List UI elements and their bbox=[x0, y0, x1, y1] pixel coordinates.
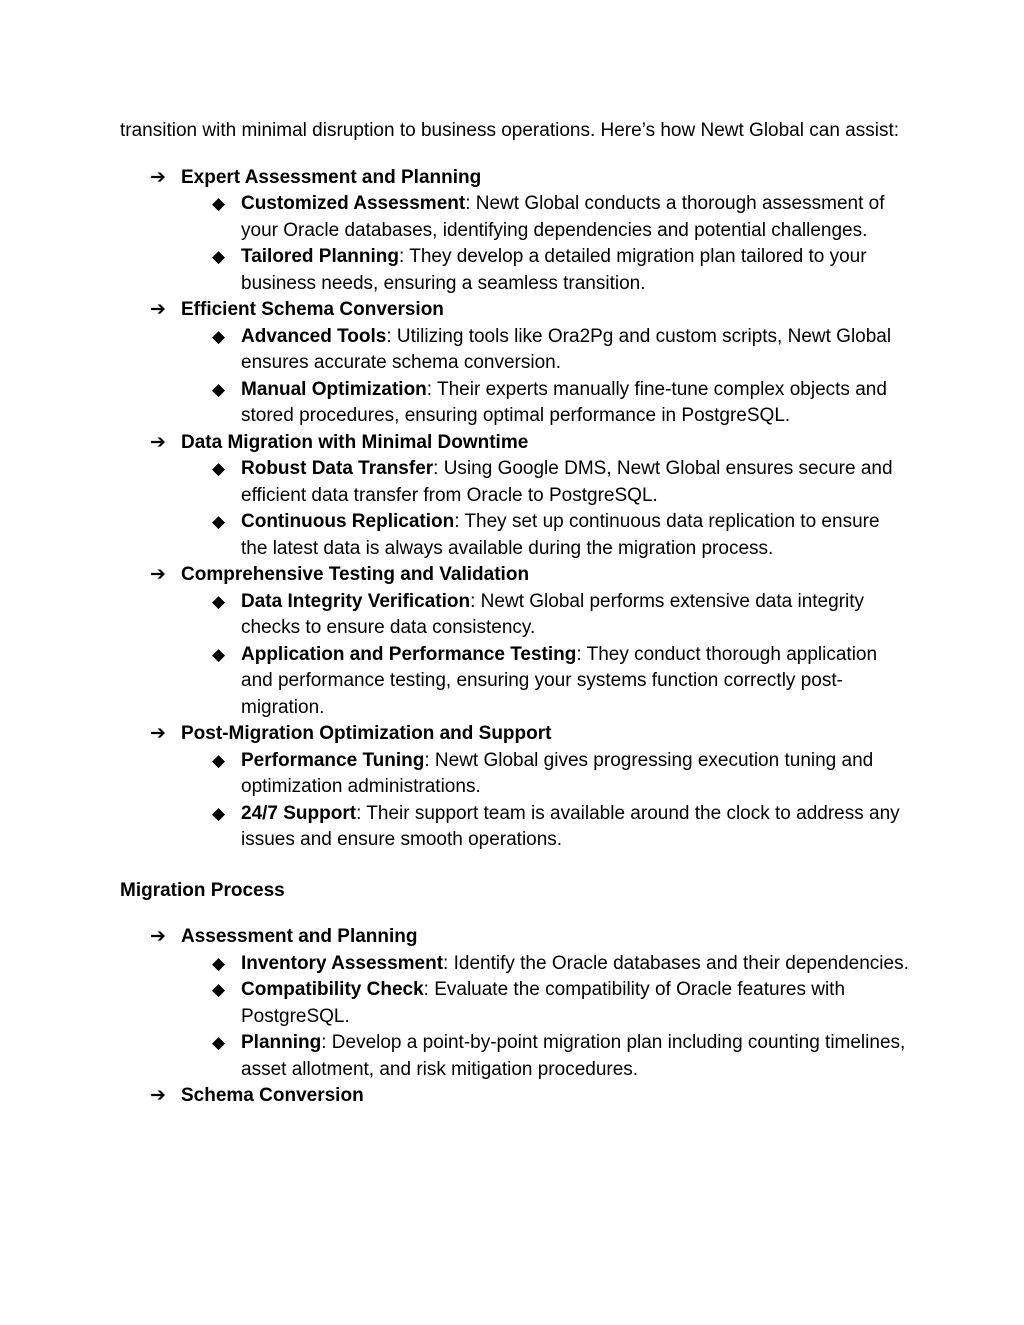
sub-item-label: Performance Tuning bbox=[241, 749, 425, 771]
sub-list-item bbox=[120, 642, 910, 722]
sub-item-label: Advanced Tools bbox=[241, 325, 387, 347]
arrow-bullet-icon: ➔ bbox=[150, 166, 166, 188]
sub-item-label: Continuous Replication bbox=[241, 511, 455, 532]
list-item-title: Comprehensive Testing and Validation bbox=[181, 564, 530, 585]
diamond-bullet-icon: ◆ bbox=[212, 803, 226, 823]
process-list bbox=[120, 924, 910, 1110]
sub-item-text: : Using Google DMS, Newt Global ensures secure and efficient data transfer from Oracle to PostgreSQL. bbox=[241, 458, 893, 506]
list-item bbox=[120, 562, 910, 589]
sub-list-item bbox=[120, 244, 910, 297]
sub-list-item bbox=[120, 801, 910, 854]
diamond-bullet-icon: ◆ bbox=[212, 1033, 226, 1052]
list-item-title: Post-Migration Optimization and Support bbox=[181, 723, 552, 744]
arrow-bullet-icon: ➔ bbox=[150, 564, 166, 585]
sub-list-item bbox=[120, 377, 910, 430]
sub-item-text: : Newt Global performs extensive data integrity checks to ensure data consistency. bbox=[241, 590, 865, 638]
sub-item-text: : Develop a point-by-point migration plan including counting timelines, asset allotment, and risk mitigation procedures. bbox=[241, 1032, 906, 1080]
sub-list-item bbox=[120, 191, 910, 244]
sub-list-item bbox=[120, 324, 910, 377]
sub-item-text: : They conduct thorough application and performance testing, ensuring your systems function correctly post-migration. bbox=[241, 643, 878, 718]
sub-item-label: Inventory Assessment bbox=[241, 952, 444, 974]
diamond-bullet-icon: ◆ bbox=[212, 512, 226, 531]
list-item bbox=[120, 1083, 910, 1110]
spacer bbox=[120, 145, 910, 165]
sub-list-item bbox=[120, 951, 910, 978]
diamond-bullet-icon: ◆ bbox=[212, 591, 226, 611]
sub-item-label: Compatibility Check bbox=[241, 979, 424, 1000]
sub-list-item bbox=[120, 1030, 910, 1083]
diamond-bullet-icon: ◆ bbox=[212, 326, 226, 346]
sub-item-label: Planning bbox=[241, 1032, 322, 1053]
sub-list-item bbox=[120, 456, 910, 509]
sub-list-item bbox=[120, 589, 910, 642]
sub-item-text: : Newt Global conducts a thorough assessment of your Oracle databases, identifying dependencies and potential challenges. bbox=[241, 193, 885, 241]
list-item-title: Assessment and Planning bbox=[181, 926, 418, 947]
sub-list-item bbox=[120, 977, 910, 1030]
spacer bbox=[120, 904, 910, 924]
sub-item-text: : Evaluate the compatibility of Oracle features with PostgreSQL. bbox=[241, 979, 846, 1027]
spacer bbox=[120, 854, 910, 878]
intro-paragraph: transition with minimal disruption to business operations. Here’s how Newt Global can assist: bbox=[120, 120, 900, 141]
diamond-bullet-icon: ◆ bbox=[212, 459, 226, 478]
list-item bbox=[120, 430, 910, 457]
sub-item-text: : Their support team is available around the clock to address any issues and ensure smooth operations. bbox=[241, 802, 900, 850]
section-heading-migration-process: Migration Process bbox=[120, 879, 285, 901]
sub-item-text: : Identify the Oracle databases and their dependencies. bbox=[443, 952, 909, 974]
diamond-bullet-icon: ◆ bbox=[212, 644, 226, 664]
arrow-bullet-icon: ➔ bbox=[150, 431, 166, 453]
list-item-title: Schema Conversion bbox=[181, 1085, 364, 1106]
sub-list-item bbox=[120, 509, 910, 562]
sub-item-label: Robust Data Transfer bbox=[241, 458, 434, 479]
diamond-bullet-icon: ◆ bbox=[212, 379, 226, 399]
sub-list-item bbox=[120, 748, 910, 801]
list-item-title: Efficient Schema Conversion bbox=[181, 299, 444, 320]
sub-item-label: Application and Performance Testing bbox=[241, 643, 577, 665]
sub-item-label: Manual Optimization bbox=[241, 378, 427, 400]
arrow-bullet-icon: ➔ bbox=[150, 1085, 166, 1106]
sub-item-label: Tailored Planning bbox=[241, 246, 399, 267]
sub-item-text: : Their experts manually fine-tune complex objects and stored procedures, ensuring optimal performance in PostgreSQL. bbox=[241, 378, 887, 426]
list-item-title: Data Migration with Minimal Downtime bbox=[181, 431, 529, 453]
services-list bbox=[120, 165, 910, 854]
arrow-bullet-icon: ➔ bbox=[150, 299, 166, 320]
sub-item-text: : Newt Global gives progressing execution tuning and optimization administrations. bbox=[241, 749, 874, 797]
sub-item-label: 24/7 Support bbox=[241, 802, 357, 824]
document-page bbox=[120, 118, 910, 1110]
diamond-bullet-icon: ◆ bbox=[212, 980, 226, 999]
list-item bbox=[120, 165, 910, 192]
diamond-bullet-icon: ◆ bbox=[212, 194, 226, 213]
diamond-bullet-icon: ◆ bbox=[212, 953, 226, 973]
sub-item-label: Data Integrity Verification bbox=[241, 590, 471, 612]
sub-item-label: Customized Assessment bbox=[241, 193, 466, 214]
arrow-bullet-icon: ➔ bbox=[150, 723, 166, 744]
arrow-bullet-icon: ➔ bbox=[150, 926, 166, 947]
list-item bbox=[120, 297, 910, 324]
diamond-bullet-icon: ◆ bbox=[212, 750, 226, 770]
sub-item-text: : They set up continuous data replication to ensure the latest data is always available during the migration process. bbox=[241, 511, 880, 559]
sub-item-text: : They develop a detailed migration plan tailored to your business needs, ensuring a seamless transition. bbox=[241, 246, 867, 294]
diamond-bullet-icon: ◆ bbox=[212, 247, 226, 266]
list-item-title: Expert Assessment and Planning bbox=[181, 166, 482, 188]
list-item bbox=[120, 924, 910, 951]
sub-item-text: : Utilizing tools like Ora2Pg and custom scripts, Newt Global ensures accurate schema conversion. bbox=[241, 325, 892, 373]
list-item bbox=[120, 721, 910, 748]
